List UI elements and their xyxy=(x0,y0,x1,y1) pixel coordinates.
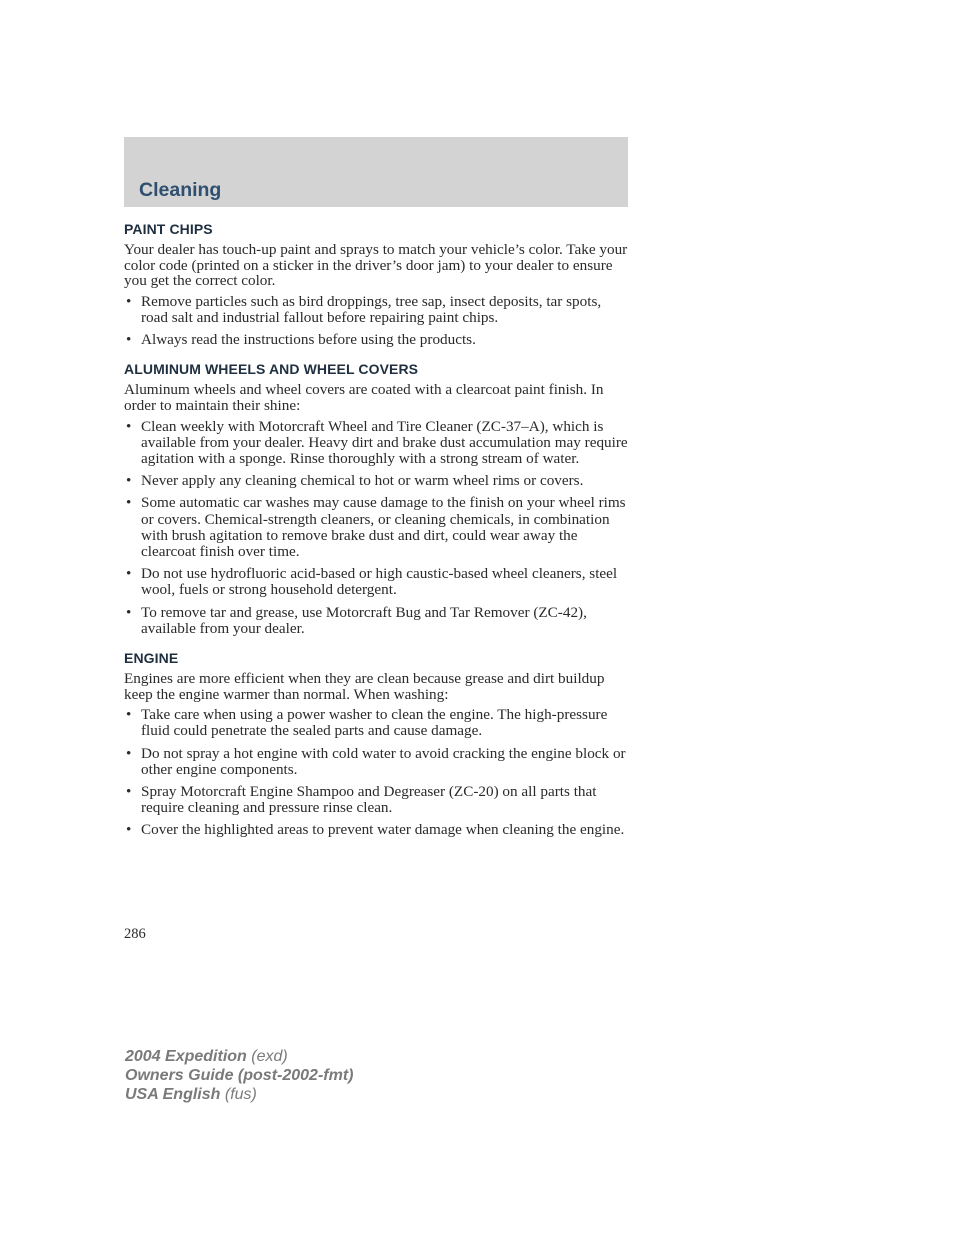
bullet-icon: • xyxy=(126,744,132,762)
list-item-text: Remove particles such as bird droppings, tree sap, insect deposits, tar spots, road salt and industrial fallout before repairing paint chips. xyxy=(141,292,602,326)
page-title: Cleaning xyxy=(139,179,222,201)
bullet-list xyxy=(124,294,628,349)
list-item-text: To remove tar and grease, use Motorcraft Bug and Tar Remover (ZC-42), available from your dealer. xyxy=(141,603,587,637)
section-heading: PAINT CHIPS xyxy=(124,221,213,237)
section-paragraph: Your dealer has touch-up paint and sprays to match your vehicle’s color. Take your color code (printed on a sticker in the driver’s door jam) to your dealer to ensure you get the correct color. xyxy=(124,241,628,290)
list-item xyxy=(124,746,628,778)
footer-guide-name: Owners Guide (post-2002-fmt) xyxy=(125,1067,354,1084)
footer-language-name: USA English xyxy=(125,1086,221,1103)
list-item-text: Some automatic car washes may cause damage to the finish on your wheel rims or covers. Chemical-strength cleaners, or cleaning chemicals, in combination with brush agitation to remove brake dust and dirt, could wear away the clearcoat finish over time. xyxy=(141,494,626,560)
list-item xyxy=(124,473,628,489)
list-item xyxy=(124,707,628,739)
section-engine xyxy=(124,649,628,839)
page-number: 286 xyxy=(124,926,146,942)
bullet-icon: • xyxy=(126,821,132,839)
list-item xyxy=(124,332,628,348)
list-item-text: Always read the instructions before using the products. xyxy=(141,331,476,349)
section-paragraph: Aluminum wheels and wheel covers are coated with a clearcoat paint finish. In order to maintain their shine: xyxy=(124,381,604,414)
list-item-text: Do not use hydrofluoric acid-based or high caustic-based wheel cleaners, steel wool, fuels or strong household detergent. xyxy=(141,565,618,599)
footer-line-model xyxy=(125,1047,353,1066)
bullet-icon: • xyxy=(126,783,132,801)
footer-line-guide xyxy=(125,1066,353,1085)
section-aluminum-wheels xyxy=(124,360,628,637)
section-heading: ALUMINUM WHEELS AND WHEEL COVERS xyxy=(124,361,419,378)
list-item-text: Cover the highlighted areas to prevent water damage when cleaning the engine. xyxy=(141,821,625,839)
bullet-icon: • xyxy=(126,494,132,512)
footer-line-language xyxy=(125,1085,353,1104)
bullet-icon: • xyxy=(126,603,132,621)
section-paint-chips xyxy=(124,220,628,348)
bullet-list xyxy=(124,707,628,838)
list-item-text: Take care when using a power washer to clean the engine. The high-pressure fluid could penetrate the sealed parts and cause damage. xyxy=(141,706,608,740)
bullet-icon: • xyxy=(126,706,132,724)
bullet-icon: • xyxy=(126,565,132,583)
list-item xyxy=(124,784,628,816)
list-item xyxy=(124,294,628,326)
bullet-icon: • xyxy=(126,292,132,310)
bullet-list xyxy=(124,419,628,637)
footer-model-name: 2004 Expedition xyxy=(125,1048,247,1065)
list-item xyxy=(124,822,628,838)
bullet-icon: • xyxy=(126,472,132,490)
bullet-icon: • xyxy=(126,417,132,435)
section-header-band xyxy=(124,137,628,207)
section-paragraph: Engines are more efficient when they are clean because grease and dirt buildup keep the engine warmer than normal. When washing: xyxy=(124,670,605,703)
bullet-icon: • xyxy=(126,331,132,349)
list-item xyxy=(124,566,628,598)
list-item-text: Clean weekly with Motorcraft Wheel and Tire Cleaner (ZC-37–A), which is available from your dealer. Heavy dirt and brake dust accumulation may require agitation with a sponge. Rinse thoroughly with a strong stream of water. xyxy=(141,417,628,467)
section-heading: ENGINE xyxy=(124,650,179,667)
list-item-text: Never apply any cleaning chemical to hot or warm wheel rims or covers. xyxy=(141,472,584,490)
list-item-text: Do not spray a hot engine with cold water to avoid cracking the engine block or other engine components. xyxy=(141,744,626,778)
footer-language-code: (fus) xyxy=(224,1086,257,1103)
footer-model-code: (exd) xyxy=(251,1048,288,1065)
list-item-text: Spray Motorcraft Engine Shampoo and Degreaser (ZC-20) on all parts that require cleaning and pressure rinse clean. xyxy=(141,783,597,817)
document-footer xyxy=(125,1047,353,1104)
list-item xyxy=(124,495,628,560)
list-item xyxy=(124,419,628,468)
list-item xyxy=(124,605,628,637)
page-content xyxy=(124,220,628,851)
